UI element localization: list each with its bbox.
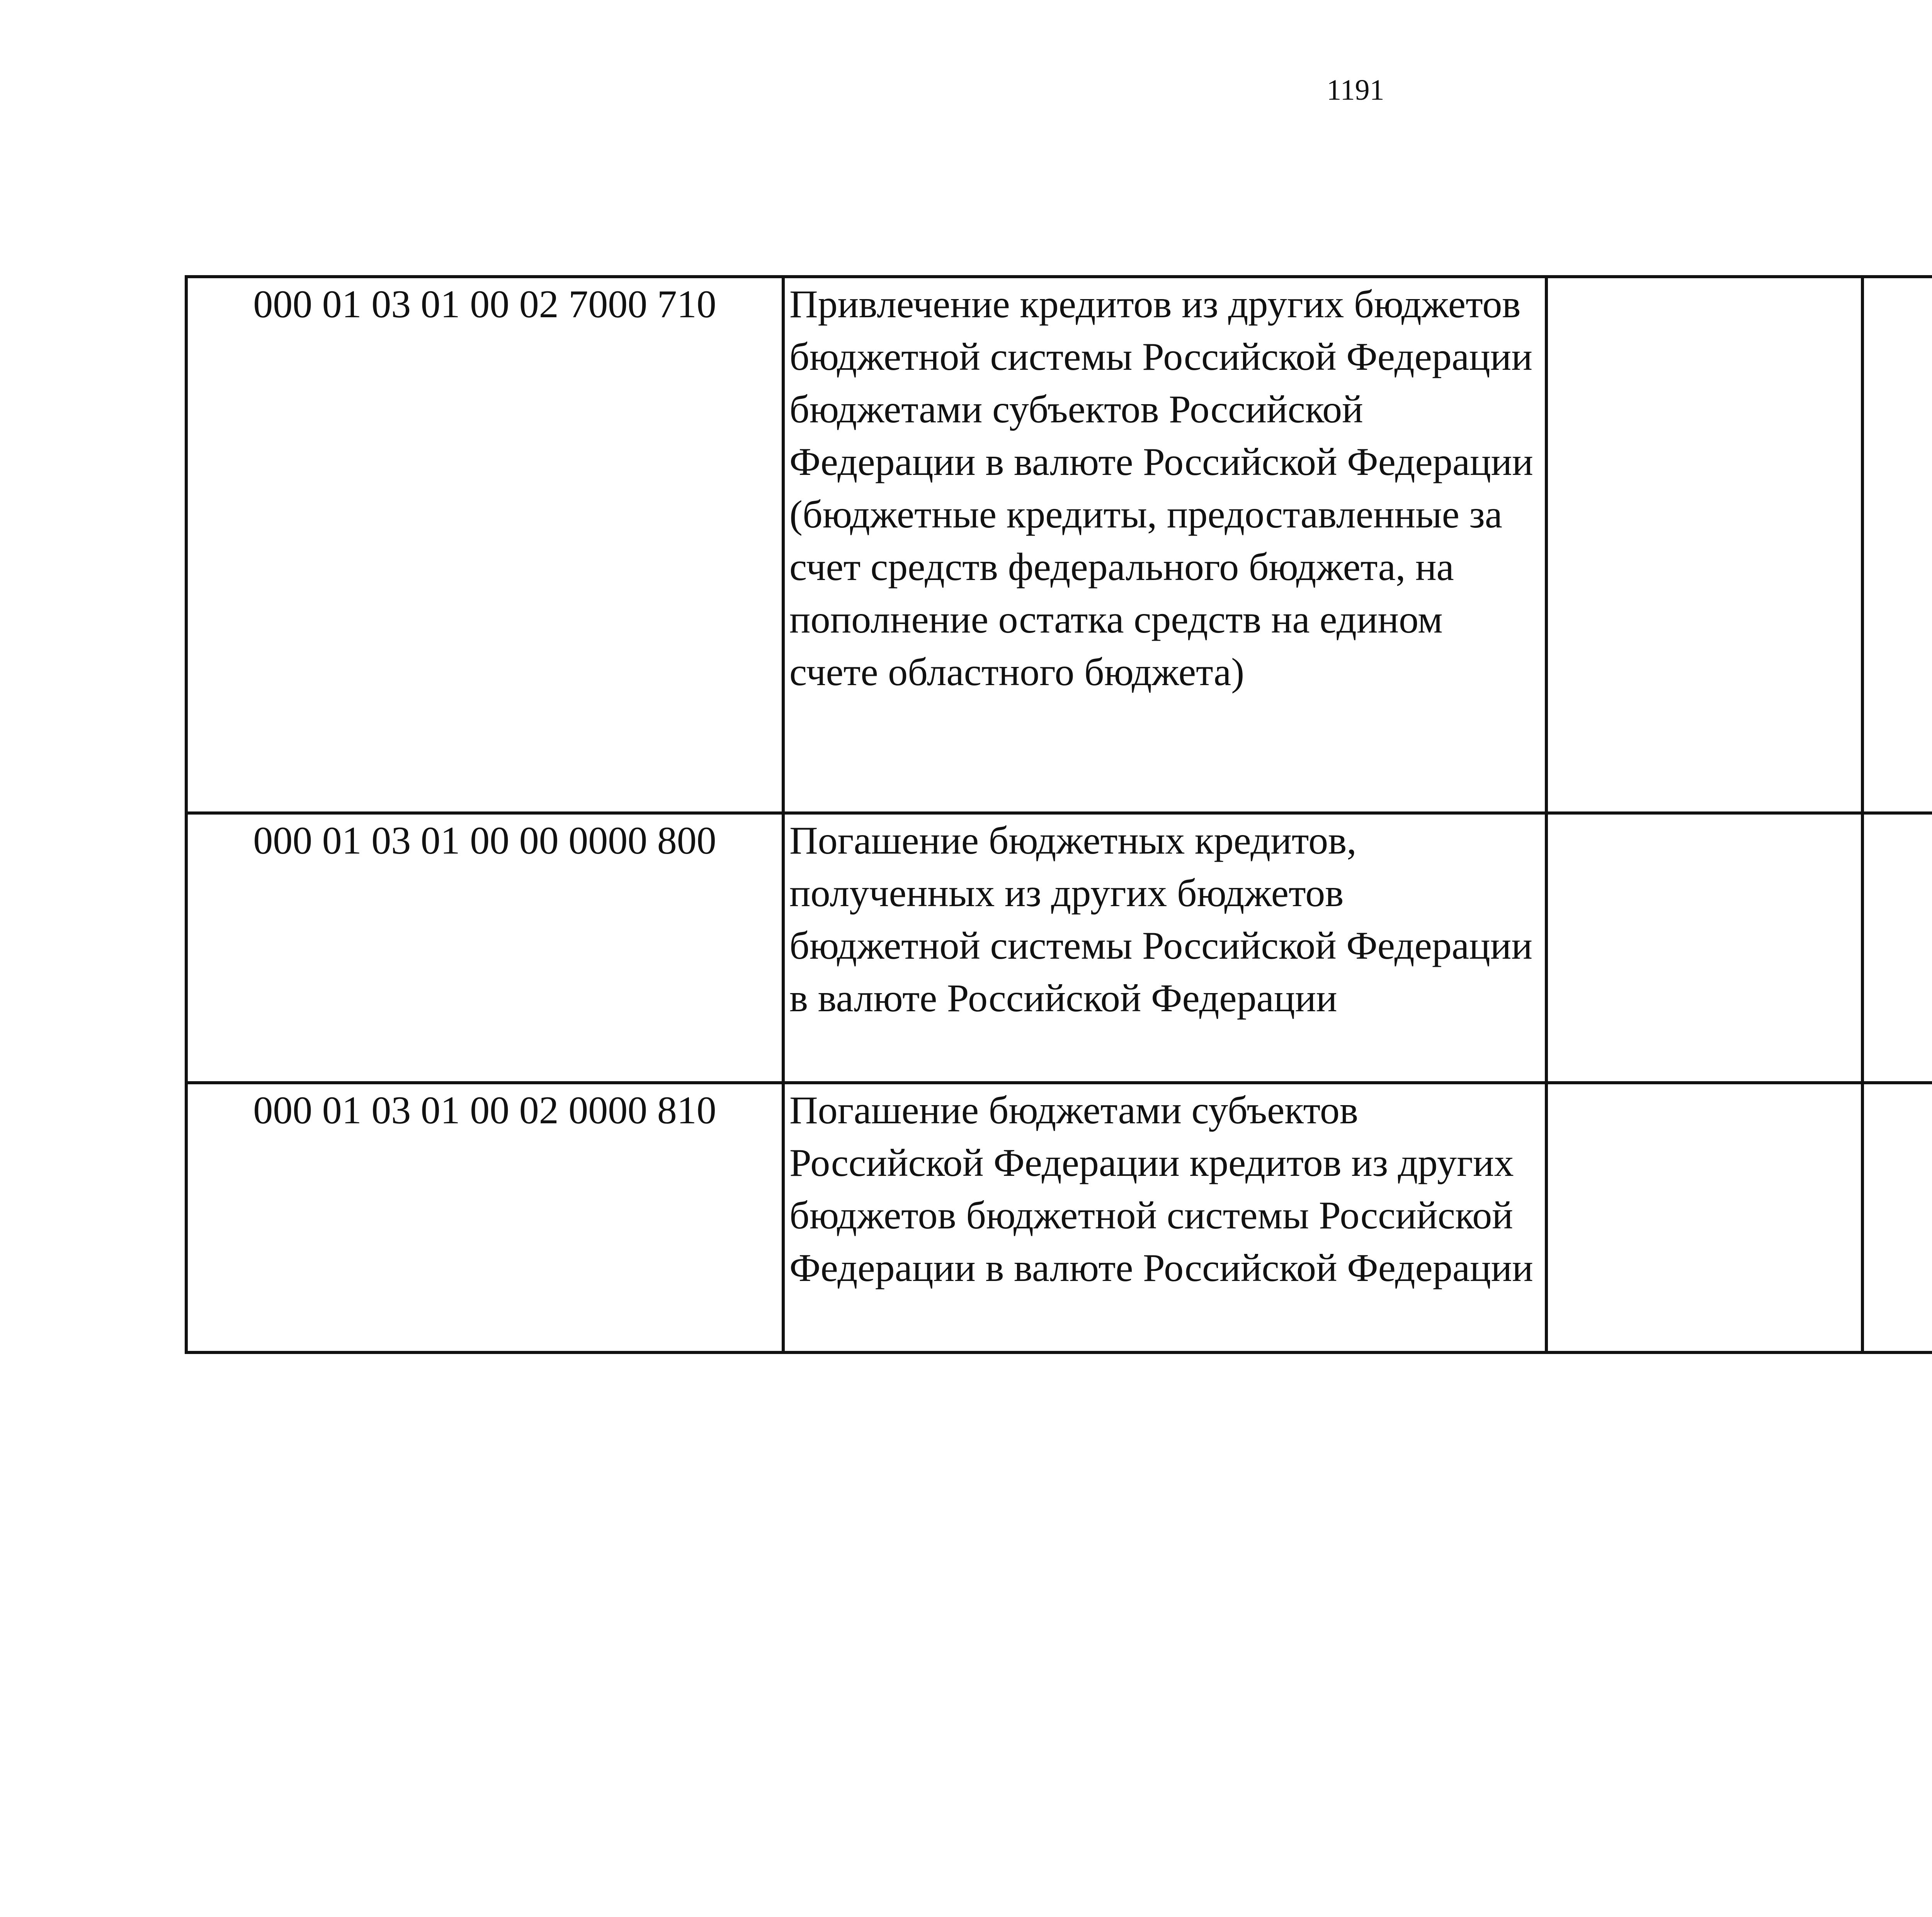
- item-name-cell: Погашение бюджетами субъектов Российской Федерации кредитов из других бюджетов бюджетной системы Российской Федерации в валюте Российской Федерации: [783, 1083, 1546, 1352]
- table-row: [186, 1083, 1932, 1352]
- budget-code-cell: 000 01 03 01 00 00 0000 800: [186, 813, 783, 1083]
- amount-cell-2: [1862, 1083, 1932, 1352]
- budget-sources-table: [185, 275, 1932, 1354]
- table-row: [186, 277, 1932, 813]
- amount-cell-2: [1862, 813, 1932, 1083]
- amount-cell-1: [1546, 1083, 1862, 1352]
- item-name-cell: Погашение бюджетных кредитов, полученных из других бюджетов бюджетной системы Российской Федерации в валюте Российской Федерации: [783, 813, 1546, 1083]
- page-number: 1191: [1327, 74, 1384, 106]
- amount-cell-2: [1862, 277, 1932, 813]
- amount-cell-1: [1546, 813, 1862, 1083]
- budget-code-cell: 000 01 03 01 00 02 0000 810: [186, 1083, 783, 1352]
- item-name-cell: Привлечение кредитов из других бюджетов бюджетной системы Российской Федерации бюджетами субъектов Российской Федерации в валюте Российской Федерации (бюджетные кредиты, предоставленные за счет средств федерального бюджета, на пополнение остатка средств на едином счете областного бюджета): [783, 277, 1546, 813]
- table-row: [186, 813, 1932, 1083]
- budget-code-cell: 000 01 03 01 00 02 7000 710: [186, 277, 783, 813]
- amount-cell-1: [1546, 277, 1862, 813]
